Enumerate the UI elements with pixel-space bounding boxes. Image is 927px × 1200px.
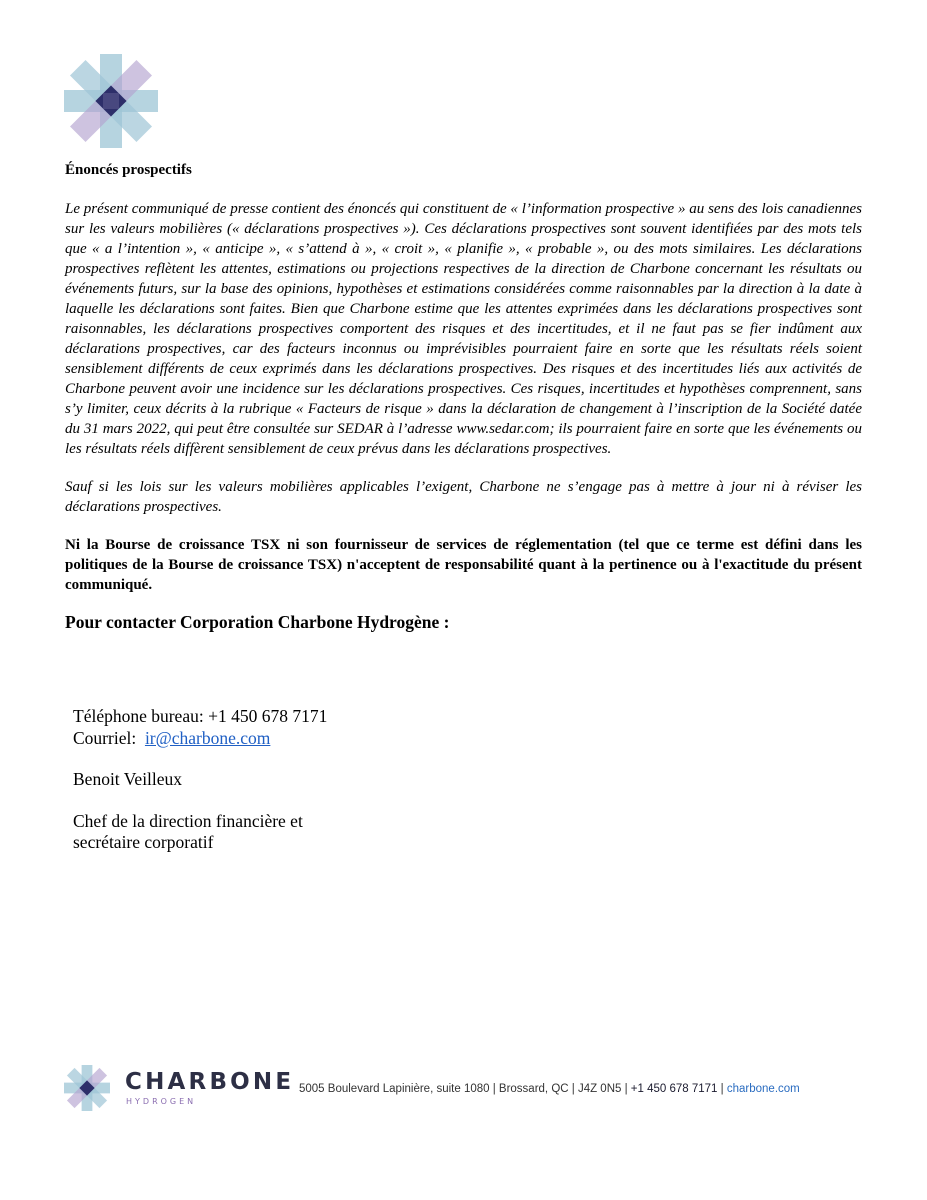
- footer-phone: +1 450 678 7171: [630, 1083, 718, 1095]
- contact-name: Benoit Veilleux: [73, 769, 183, 789]
- tsx-disclaimer-paragraph: Ni la Bourse de croissance TSX ni son fournisseur de services de réglementation (tel que ce terme est défini dans les politiques de la Bourse de croissance TSX) n'acceptent de responsabilité quant à la pertinence ou à l'exactitude du présent communiqué.: [65, 537, 862, 593]
- email-link[interactable]: ir@charbone.com: [144, 727, 271, 748]
- charbone-star-logo-icon: [64, 54, 158, 148]
- footer-address-line: [299, 1082, 800, 1096]
- footer-address: 5005 Boulevard Lapinière, suite 1080 | Brossard, QC | J4Z 0N5 |: [299, 1083, 628, 1095]
- section-heading: Énoncés prospectifs: [65, 162, 192, 178]
- contact-block: [73, 706, 493, 854]
- forward-looking-paragraph: Le présent communiqué de presse contient des énoncés qui constituent de « l’information prospective » au sens des lois canadiennes sur les valeurs mobilières (« déclarations prospectives »). Ces déclarations prospectives sont souvent identifiées par des mots tels que « a l’intention », « anticipe », « s’attend à », « croit », « planifie », « probable », ou des mots similaires. Les déclarations prospectives reflètent les attentes, estimations ou projections respectives de la direction de Charbone concernant les résultats ou événements futurs, sur la base des opinions, hypothèses et estimations considérées comme raisonnables par la direction à la date à laquelle les déclarations sont faites. Bien que Charbone estime que les attentes exprimées dans les déclarations prospectives sont raisonnables, les déclarations prospectives comportent des risques et des incertitudes, et il ne faut pas se fier indûment aux déclarations prospectives, car des facteurs inconnus ou imprévisibles pourraient faire en sorte que les résultats réels soient sensiblement différents de ceux exprimés dans les déclarations prospectives. Des risques et des incertitudes liés aux activités de Charbone peuvent avoir une incidence sur les déclarations prospectives. Ces risques, incertitudes et hypothèses comprennent, sans s’y limiter, ceux décrits à la rubrique « Facteurs de risque » dans la déclaration de changement à l’inscription de la Société datée du 31 mars 2022, qui peut être consultée sur SEDAR à l’adresse www.sedar.com; ils pourraient faire en sorte que les événements ou les résultats réels diffèrent sensiblement de ceux prévus dans les déclarations prospectives.: [65, 201, 862, 457]
- footer: [64, 1065, 864, 1115]
- update-disclaimer-paragraph: Sauf si les lois sur les valeurs mobilières applicables l’exigent, Charbone ne s’engage pas à mettre à jour ni à réviser les déclarations prospectives.: [65, 479, 862, 515]
- footer-brand-sub: HYDROGEN: [126, 1097, 197, 1106]
- footer-brand: CHARBONE: [125, 1069, 295, 1095]
- footer-website-link[interactable]: charbone.com: [726, 1083, 800, 1095]
- contact-title: Pour contacter Corporation Charbone Hydrogène :: [65, 612, 450, 632]
- email-line: [73, 728, 493, 750]
- charbone-footer-logo-icon: [64, 1065, 110, 1111]
- contact-role-line-1: Chef de la direction financière et: [73, 810, 303, 831]
- email-label: Courriel:: [73, 727, 137, 748]
- phone-line: Téléphone bureau: +1 450 678 7171: [73, 706, 328, 726]
- footer-separator: |: [720, 1083, 724, 1095]
- contact-role-line-2: secrétaire corporatif: [73, 832, 214, 852]
- forward-looking-section: [65, 160, 862, 633]
